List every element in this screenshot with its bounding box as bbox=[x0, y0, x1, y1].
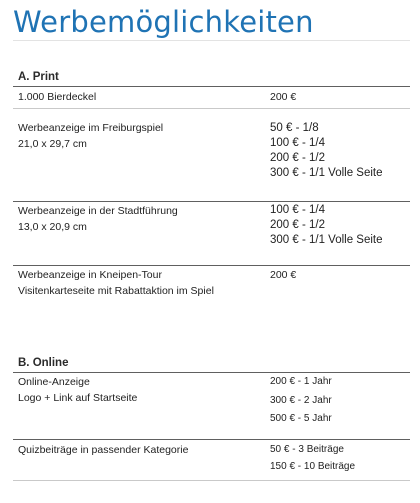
price-line: 200 € - 1/2 bbox=[270, 219, 325, 231]
price-line: 100 € - 1/4 bbox=[270, 204, 325, 216]
price-line: 500 € - 5 Jahr bbox=[270, 413, 332, 424]
section-heading-online: B. Online bbox=[18, 357, 69, 369]
item-description bbox=[18, 374, 137, 406]
price-line: 100 € - 1/4 bbox=[270, 137, 325, 149]
description-line: Quizbeiträge in passender Kategorie bbox=[18, 444, 189, 456]
row-divider bbox=[13, 480, 410, 481]
description-line: Online-Anzeige bbox=[18, 376, 90, 388]
item-prices bbox=[270, 121, 383, 181]
item-prices bbox=[270, 203, 383, 248]
row-divider bbox=[13, 439, 410, 440]
item-description bbox=[18, 267, 214, 299]
price-line: 50 € - 1/8 bbox=[270, 122, 319, 134]
item-prices bbox=[270, 89, 296, 105]
row-divider bbox=[13, 108, 410, 109]
price-line: 300 € - 1/1 Volle Seite bbox=[270, 234, 383, 246]
item-prices bbox=[270, 441, 355, 475]
item-description bbox=[18, 442, 188, 458]
description-line: 1.000 Bierdeckel bbox=[18, 91, 97, 103]
description-line: Logo + Link auf Startseite bbox=[18, 392, 138, 404]
item-description bbox=[18, 89, 96, 105]
price-line: 200 € bbox=[270, 269, 297, 281]
price-line: 300 € - 1/1 Volle Seite bbox=[270, 167, 383, 179]
section-divider bbox=[13, 372, 410, 373]
description-line: Werbeanzeige in Kneipen-Tour bbox=[18, 269, 162, 281]
description-line: Visitenkarteseite mit Rabattaktion im Spiel bbox=[18, 285, 214, 297]
description-line: 21,0 x 29,7 cm bbox=[18, 138, 87, 150]
row-divider bbox=[13, 265, 410, 266]
item-prices bbox=[270, 373, 332, 429]
price-line: 200 € - 1 Jahr bbox=[270, 376, 332, 387]
price-line: 50 € - 3 Beiträge bbox=[270, 444, 344, 455]
row-divider bbox=[13, 201, 410, 202]
description-line: 13,0 x 20,9 cm bbox=[18, 221, 87, 233]
item-prices bbox=[270, 267, 296, 283]
description-line: Werbeanzeige im Freiburgspiel bbox=[18, 122, 164, 134]
page-title: Werbemöglichkeiten bbox=[13, 5, 314, 39]
section-divider bbox=[13, 86, 410, 87]
description-line: Werbeanzeige in der Stadtführung bbox=[18, 205, 178, 217]
item-description bbox=[18, 203, 178, 235]
price-line: 150 € - 10 Beiträge bbox=[270, 461, 356, 472]
price-line: 300 € - 2 Jahr bbox=[270, 394, 332, 406]
item-description bbox=[18, 120, 163, 152]
price-line: 200 € - 1/2 bbox=[270, 152, 325, 164]
price-line: 200 € bbox=[270, 91, 297, 103]
title-divider bbox=[13, 40, 410, 41]
section-heading-print: A. Print bbox=[18, 71, 59, 83]
